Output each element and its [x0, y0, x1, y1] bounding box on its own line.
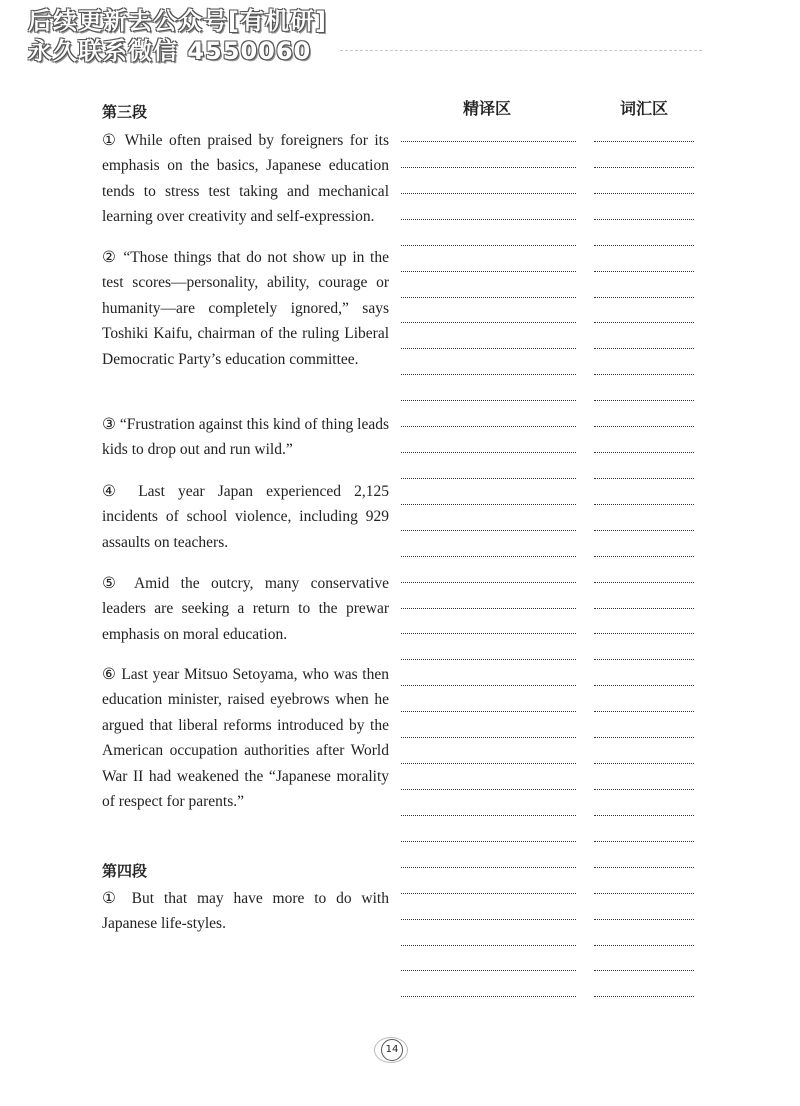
- vocab-line: [594, 297, 694, 298]
- translation-line: [401, 271, 576, 272]
- vocab-line: [594, 582, 694, 583]
- vocab-line: [594, 348, 694, 349]
- translation-line: [401, 659, 576, 660]
- paragraph-3-5: ⑤ Amid the outcry, many conservative leaders are seeking a return to the prewar emphasis on moral education.: [102, 575, 389, 643]
- translation-line: [401, 141, 576, 142]
- translation-line: [401, 996, 576, 997]
- page-number-badge: [374, 1036, 408, 1064]
- translation-line: [401, 685, 576, 686]
- top-divider: [340, 50, 702, 51]
- vocab-line: [594, 996, 694, 997]
- translation-line: [401, 763, 576, 764]
- watermark-line-1: 后续更新去公众号[有机研]: [28, 7, 327, 35]
- vocab-line: [594, 556, 694, 557]
- paragraph-3-1: ① While often praised by foreigners for its emphasis on the basics, Japanese education tends to stress test taking and mechanical learning over creativity and self-expression.: [102, 132, 389, 226]
- vocab-line: [594, 970, 694, 971]
- vocab-line: [594, 374, 694, 375]
- vocab-line: [594, 193, 694, 194]
- vocab-line: [594, 219, 694, 220]
- paragraph-3-4: ④ Last year Japan experienced 2,125 incidents of school violence, including 929 assaults on teachers.: [102, 483, 389, 551]
- translation-line: [401, 737, 576, 738]
- section-title-3: 第三段: [102, 103, 148, 121]
- section-title-4: 第四段: [102, 862, 148, 880]
- vocab-line: [594, 322, 694, 323]
- vocab-line: [594, 400, 694, 401]
- vocab-line: [594, 426, 694, 427]
- vocab-line: [594, 633, 694, 634]
- page-number: 14: [381, 1039, 403, 1061]
- paragraph-3-3: ③ “Frustration against this kind of thing leads kids to drop out and run wild.”: [102, 416, 389, 459]
- vocab-line: [594, 919, 694, 920]
- vocab-line: [594, 789, 694, 790]
- translation-line: [401, 530, 576, 531]
- vocab-line: [594, 530, 694, 531]
- vocab-line: [594, 841, 694, 842]
- translation-line: [401, 841, 576, 842]
- translation-line: [401, 556, 576, 557]
- paragraph-4-1: ① But that may have more to do with Japanese life-styles.: [102, 890, 389, 933]
- translation-line: [401, 193, 576, 194]
- translation-line: [401, 245, 576, 246]
- translation-line: [401, 452, 576, 453]
- vocab-line: [594, 945, 694, 946]
- vocab-zone-header: 词汇区: [620, 99, 669, 118]
- translation-line: [401, 348, 576, 349]
- translation-line: [401, 711, 576, 712]
- vocab-line: [594, 608, 694, 609]
- translation-line: [401, 219, 576, 220]
- translation-line: [401, 970, 576, 971]
- translation-line: [401, 919, 576, 920]
- vocab-line: [594, 271, 694, 272]
- paragraph-3-6: ⑥ Last year Mitsuo Setoyama, who was then education minister, raised eyebrows when he argued that liberal reforms introduced by the American occupation authorities after World War II had weakened the “Japanese morality of respect for parents.”: [102, 666, 389, 811]
- translation-line: [401, 633, 576, 634]
- vocab-line: [594, 245, 694, 246]
- vocab-line: [594, 893, 694, 894]
- vocab-line: [594, 141, 694, 142]
- translation-line: [401, 426, 576, 427]
- translation-line: [401, 167, 576, 168]
- translation-zone-header: 精译区: [463, 99, 512, 118]
- vocab-line: [594, 478, 694, 479]
- translation-line: [401, 867, 576, 868]
- watermark: [28, 6, 348, 66]
- translation-line: [401, 504, 576, 505]
- translation-line: [401, 297, 576, 298]
- paragraph-3-2: ② “Those things that do not show up in the test scores—personality, ability, courage or humanity—are completely ignored,” says Toshiki Kaifu, chairman of the ruling Liberal Democratic Party’s education committee.: [102, 249, 389, 368]
- translation-line: [401, 322, 576, 323]
- vocab-line: [594, 452, 694, 453]
- watermark-line-2: 永久联系微信 4550060: [28, 37, 312, 65]
- vocab-line: [594, 763, 694, 764]
- translation-line: [401, 582, 576, 583]
- vocab-line: [594, 815, 694, 816]
- translation-line: [401, 374, 576, 375]
- translation-line: [401, 815, 576, 816]
- translation-line: [401, 945, 576, 946]
- vocab-line: [594, 737, 694, 738]
- translation-line: [401, 893, 576, 894]
- translation-line: [401, 789, 576, 790]
- vocab-line: [594, 711, 694, 712]
- translation-line: [401, 400, 576, 401]
- vocab-line: [594, 659, 694, 660]
- vocab-line: [594, 867, 694, 868]
- vocab-line: [594, 167, 694, 168]
- vocab-line: [594, 685, 694, 686]
- vocab-line: [594, 504, 694, 505]
- translation-line: [401, 608, 576, 609]
- translation-line: [401, 478, 576, 479]
